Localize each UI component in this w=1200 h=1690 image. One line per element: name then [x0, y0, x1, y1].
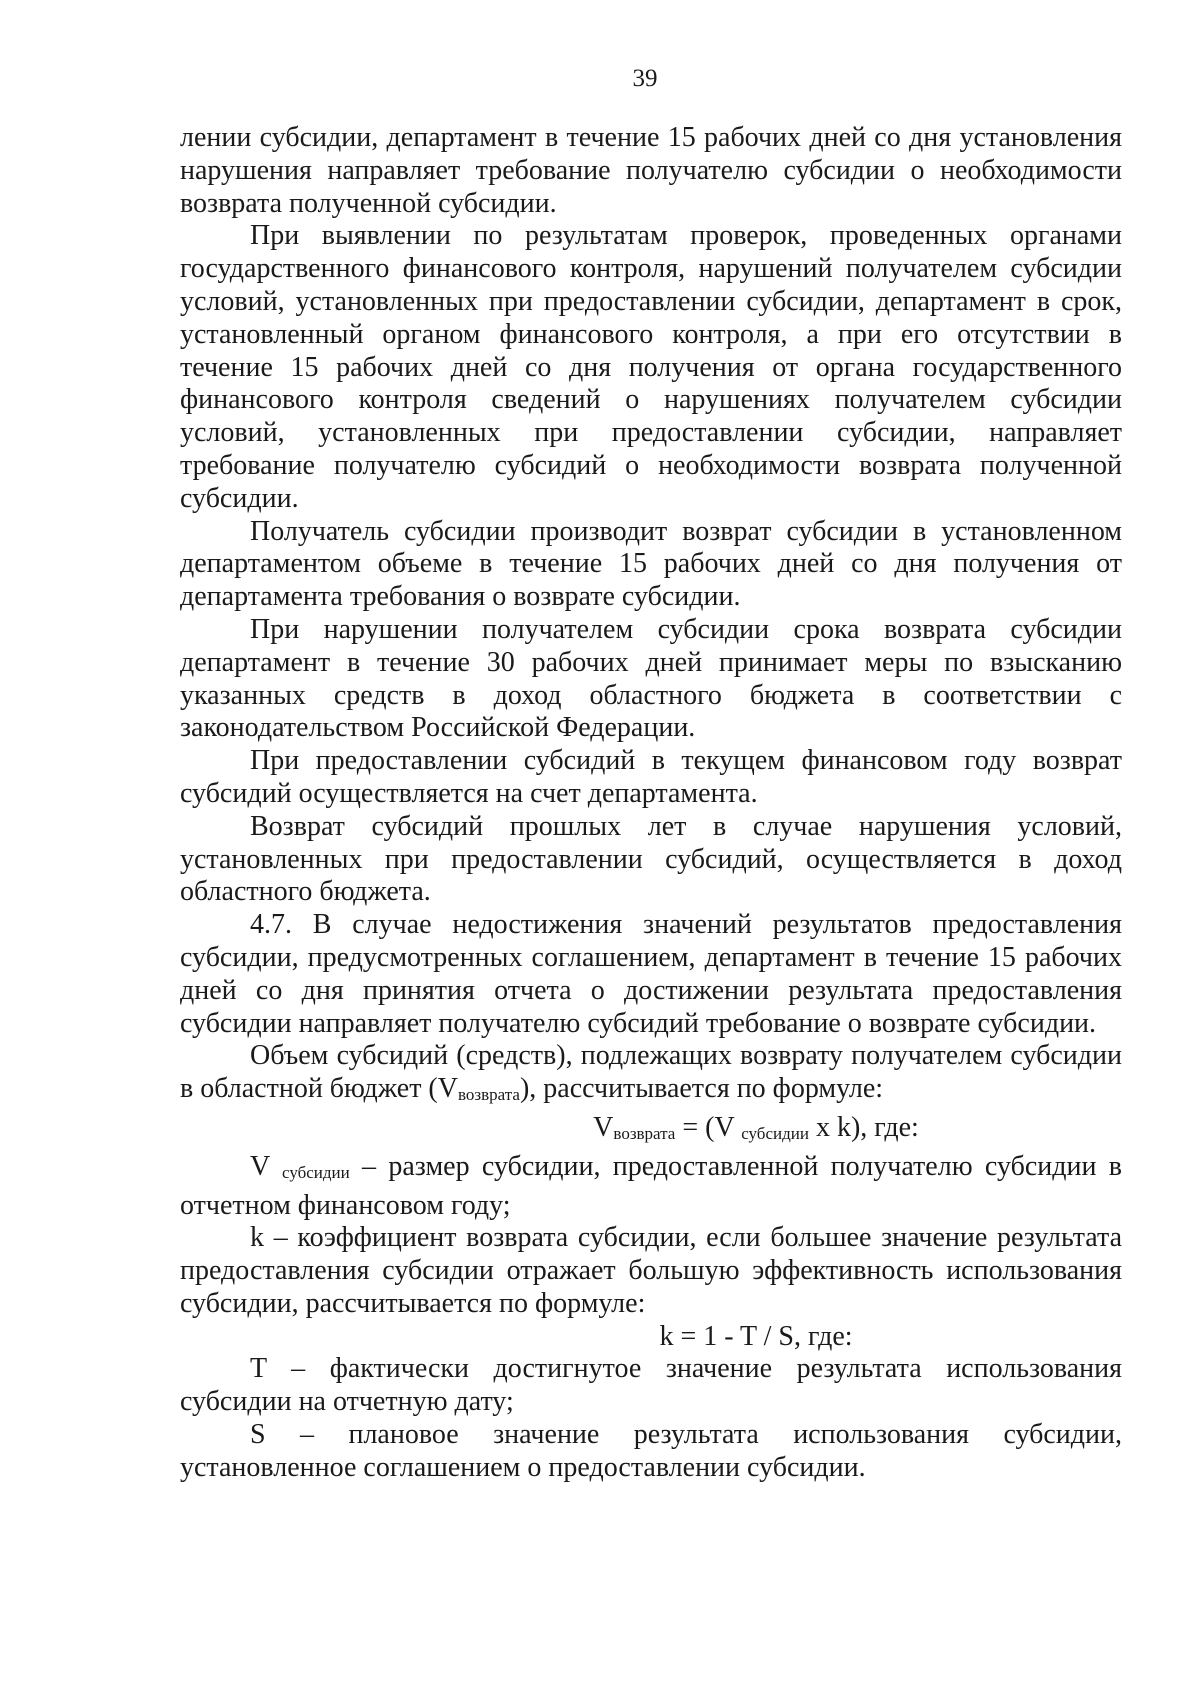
paragraph-refund-term: Получатель субсидии производит возврат субсидии в установленном департаментом объеме в течение 15 рабочих дней со дня получения от департамента требования о возврате субсидии. [180, 515, 1122, 613]
formula-k: k = 1 - T / S, где: [659, 1320, 853, 1352]
paragraph-control-violation: При выявлении по результатам проверок, проведенных органами государственного финансового контроля, нарушений получателем субсидии условий, установленных при предоставлении субсидии, департамент в срок, установленный органом финансового контроля, а при его отсутствии в течение 15 рабочих дней со дня получения от органа государственного финансового контроля сведений о нарушениях получателем субсидии условий, установленных при предоставлении субсидии, направляет требование получателю субсидий о необходимости возврата полученной субсидии. [180, 220, 1122, 514]
paragraph-refund-delay: При нарушении получателем субсидии срока возврата субсидии департамент в течение 30 рабочих дней принимает меры по взысканию указанных средств в доход областного бюджета в соответствии с законодательством Российской Федерации. [180, 613, 1122, 744]
formula-refund-volume: Vвозврата = (V субсидии x k), где: [593, 1111, 919, 1143]
paragraph-past-years: Возврат субсидий прошлых лет в случае нарушения условий, установленных при предоставлении субсидий, осуществляется в доход областного бюджета. [180, 810, 1122, 908]
definition-k: k – коэффициент возврата субсидии, если большее значение результата предоставления субсидии отражает большую эффективность использования субсидии, рассчитывается по формуле: [180, 1222, 1122, 1319]
paragraph-section-4-7: 4.7. В случае недостижения значений результатов предоставления субсидии, предусмотренных соглашением, департамент в течение 15 рабочих дней со дня принятия отчета о достижении результата предоставления субсидии направляет получателю субсидий требование о возврате субсидии. [180, 909, 1122, 1039]
definition-t: T – фактически достигнутое значение результата использования субсидии на отчетную дату; [180, 1353, 1122, 1418]
definition-v-subsidy: V субсидии – размер субсидии, предоставленной получателю субсидии в отчетном финансовом году; [180, 1150, 1122, 1221]
page-number: 39 [632, 65, 658, 92]
definition-s: S – плановое значение результата использования субсидии, установленное соглашением о предоставлении субсидии. [180, 1419, 1122, 1483]
paragraph-continuation: лении субсидии, департамент в течение 15 рабочих дней со дня установления нарушения направляет требование получателю субсидии о необходимости возврата полученной субсидии. [180, 122, 1122, 219]
paragraph-current-year: При предоставлении субсидий в текущем финансовом году возврат субсидий осуществляется на счет департамента. [180, 745, 1122, 809]
document-body [180, 122, 1122, 1485]
paragraph-volume: Объем субсидий (средств), подлежащих возврату получателем субсидии в областной бюджет (Vвозврата), рассчитывается по формуле: [180, 1040, 1122, 1105]
